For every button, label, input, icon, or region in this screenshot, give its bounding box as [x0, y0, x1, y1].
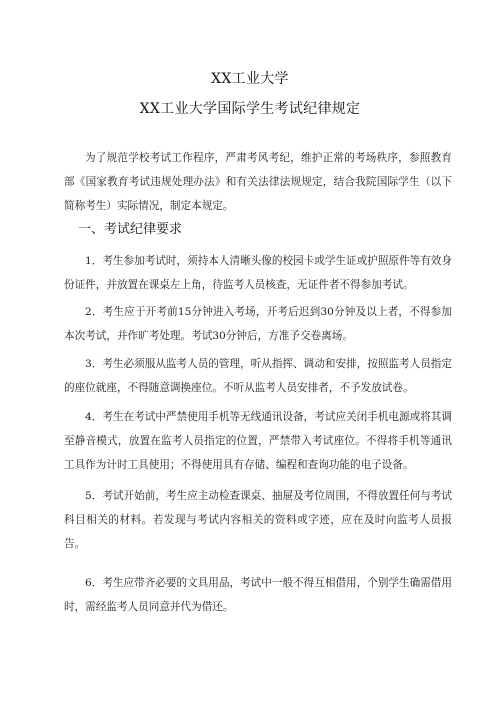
rule-1: 1．考生参加考试时，须持本人清晰头像的校园卡或学生证或护照原件等有效身份证件，并放置在课桌左上角，待监考人员核查，无证件者不得参加考试。 — [64, 255, 452, 291]
document-title: XX工业大学国际学生考试纪律规定 — [139, 101, 361, 117]
rule-6: 6．考生应带齐必要的文具用品，考试中一般不得互相借用，个别学生确需借用时，需经监考人员同意并代为借还。 — [64, 577, 452, 613]
rule-2: 2．考生应于开考前15分钟进入考场，开考后迟到30分钟及以上者，不得参加本次考试，并作旷考处理。考试30分钟后，方准予交卷离场。 — [64, 306, 452, 342]
intro-paragraph: 为了规范学校考试工作程序，严肃考风考纪，维护正常的考场秩序，参照教育部《国家教育考试违规处理办法》和有关法律法规规定，结合我院国际学生（以下简称考生）实际情况，制定本规定。 — [64, 152, 452, 212]
rule-4: 4．考生在考试中严禁使用手机等无线通讯设备，考试应关闭手机电源或将其调至静音模式，放置在监考人员指定的位置，严禁带入考试座位。不得将手机等通讯工具作为计时工具使用；不得使用具有存储、编程和查询功能的电子设备。 — [64, 411, 452, 471]
university-name: XX工业大学 — [211, 71, 289, 87]
rule-3: 3．考生必须服从监考人员的管理，听从指挥、调动和安排，按照监考人员指定的座位就座，不得随意调换座位。不听从监考人员安排者，不予发放试卷。 — [64, 358, 452, 394]
rule-5: 5．考试开始前，考生应主动检查课桌、抽屉及考位周围，不得放置任何与考试科目相关的材料。若发现与考试内容相关的资料或字迹，应在及时向监考人员报告。 — [64, 490, 452, 550]
section-heading: 一、考试纪律要求 — [78, 222, 183, 237]
